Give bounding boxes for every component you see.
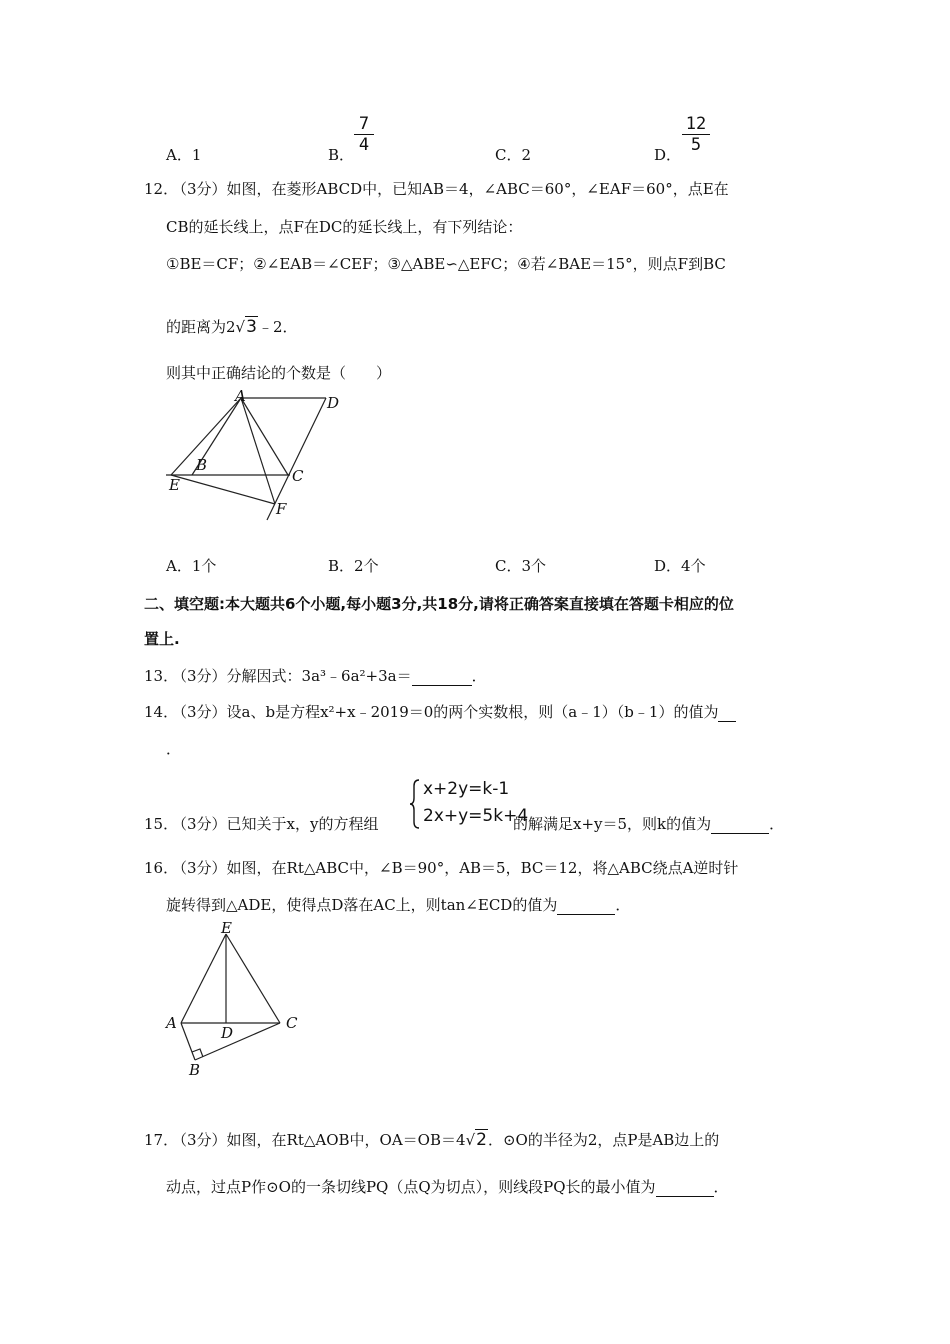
- label-d: D: [221, 1024, 234, 1042]
- answer-blank: [557, 896, 615, 915]
- sqrt-sign: √: [235, 318, 246, 336]
- q12-radicand: 3: [246, 317, 257, 337]
- sqrt-sign: √: [465, 1131, 476, 1149]
- section2-heading-line1: 二、填空题:本大题共6个小题,每小题3分,共18分,请将正确答案直接填在答题卡相应的位: [144, 595, 734, 613]
- label-e: E: [221, 919, 232, 937]
- q16-figure-triangle: [160, 918, 310, 1080]
- label-c: C: [292, 467, 304, 485]
- q17-line1-prefix: （3分）如图，在Rt△AOB中，OA＝OB＝4: [172, 1131, 466, 1149]
- line-ab: [181, 1023, 195, 1060]
- label-a: A: [166, 1014, 177, 1032]
- q12-figure-rhombus: [160, 388, 360, 524]
- q13-end: ．: [471, 667, 487, 685]
- label-b: B: [189, 1061, 201, 1079]
- q17-radicand: 2: [476, 1130, 487, 1150]
- q16-number: 16．: [144, 859, 179, 877]
- q17-text-line1: [172, 1129, 719, 1150]
- label-c: C: [286, 1014, 298, 1032]
- fraction-denominator: 5: [682, 134, 710, 155]
- q11-option-a: A．1: [166, 146, 202, 164]
- q12-text-line3: ①BE＝CF；②∠EAB＝∠CEF；③△ABE∽△EFC；④若∠BAE＝15°，则点F到BC: [166, 255, 726, 273]
- fraction-numerator: 12: [685, 114, 707, 134]
- q11-option-d-letter: D．: [654, 146, 682, 164]
- q15-text-post: 的解满足x+y＝5，则k的值为: [513, 815, 712, 833]
- answer-blank: [718, 703, 736, 722]
- q11-option-b-fraction: [354, 114, 374, 155]
- q17-end: ．: [713, 1178, 729, 1196]
- label-a: A: [235, 388, 246, 405]
- line-ec: [226, 934, 280, 1023]
- line-ef: [171, 475, 275, 504]
- q12-number: 12．: [144, 180, 179, 198]
- q17-number: 17．: [144, 1131, 179, 1149]
- section2-heading-line2: 置上.: [144, 630, 180, 648]
- q16-text-line1: （3分）如图，在Rt△ABC中，∠B＝90°，AB＝5，BC＝12，将△ABC绕点A逆时针: [172, 859, 739, 877]
- label-e: E: [169, 476, 180, 494]
- q12-option-d: D．4个: [654, 557, 706, 575]
- q14-end: ．: [166, 740, 182, 758]
- q12-text-line5: 则其中正确结论的个数是（ ）: [166, 364, 392, 382]
- label-d: D: [327, 394, 340, 412]
- line-ea: [181, 934, 226, 1023]
- q16-text-line2-text: 旋转得到△ADE，使得点D落在AC上，则tan∠ECD的值为: [166, 896, 558, 914]
- q17-text-line2: [166, 1176, 729, 1197]
- fraction-denominator: 4: [354, 134, 374, 155]
- q17-text-line2-text: 动点，过点P作⊙O的一条切线PQ（点Q为切点），则线段PQ长的最小值为: [166, 1178, 656, 1196]
- q12-option-b: B．2个: [328, 557, 379, 575]
- q12-text-line1: （3分）如图，在菱形ABCD中，已知AB＝4，∠ABC＝60°，∠EAF＝60°，点E在: [172, 180, 729, 198]
- line-ac: [241, 398, 288, 475]
- q15-text-post-line: [513, 813, 784, 834]
- q12-option-c: C．3个: [495, 557, 547, 575]
- q13-text: （3分）分解因式：3a³﹣6a²+3a＝: [172, 667, 412, 685]
- line-bc: [195, 1023, 280, 1060]
- q11-option-c: C．2: [495, 146, 532, 164]
- q15-text-pre: （3分）已知关于x，y的方程组: [172, 815, 379, 833]
- label-b: B: [196, 456, 208, 474]
- q13-text-line: [172, 665, 487, 686]
- q14-text-line: [172, 701, 736, 722]
- q11-option-b-letter: B．: [328, 146, 355, 164]
- line-af: [241, 398, 275, 504]
- q11-option-d-fraction: [682, 114, 710, 155]
- q15-number: 15．: [144, 815, 179, 833]
- q12-line4-prefix: 的距离为2: [166, 318, 236, 336]
- answer-blank: [412, 667, 472, 686]
- q16-text-line2: [166, 894, 630, 915]
- system-brace-icon: [409, 778, 421, 830]
- q15-equation-1: x+2y=k-1: [423, 779, 510, 799]
- q15-equation-2: 2x+y=5k+4: [423, 806, 529, 826]
- q12-text-line2: CB的延长线上，点F在DC的延长线上，有下列结论：: [166, 218, 523, 236]
- fraction-numerator: 7: [358, 114, 370, 134]
- q16-end: ．: [615, 896, 631, 914]
- label-f: F: [276, 500, 287, 518]
- q14-text: （3分）设a、b是方程x²+x﹣2019＝0的两个实数根，则（a﹣1）（b﹣1）的值为: [172, 703, 719, 721]
- q15-end: ．: [769, 815, 785, 833]
- q13-number: 13．: [144, 667, 179, 685]
- q17-line1-suffix: ．⊙O的半径为2，点P是AB边上的: [487, 1131, 720, 1149]
- answer-blank: [711, 815, 769, 834]
- answer-blank: [656, 1178, 714, 1197]
- q12-line4-suffix: ﹣2．: [257, 318, 298, 336]
- q12-text-line4: [166, 316, 297, 337]
- q12-option-a: A．1个: [166, 557, 217, 575]
- q14-number: 14．: [144, 703, 179, 721]
